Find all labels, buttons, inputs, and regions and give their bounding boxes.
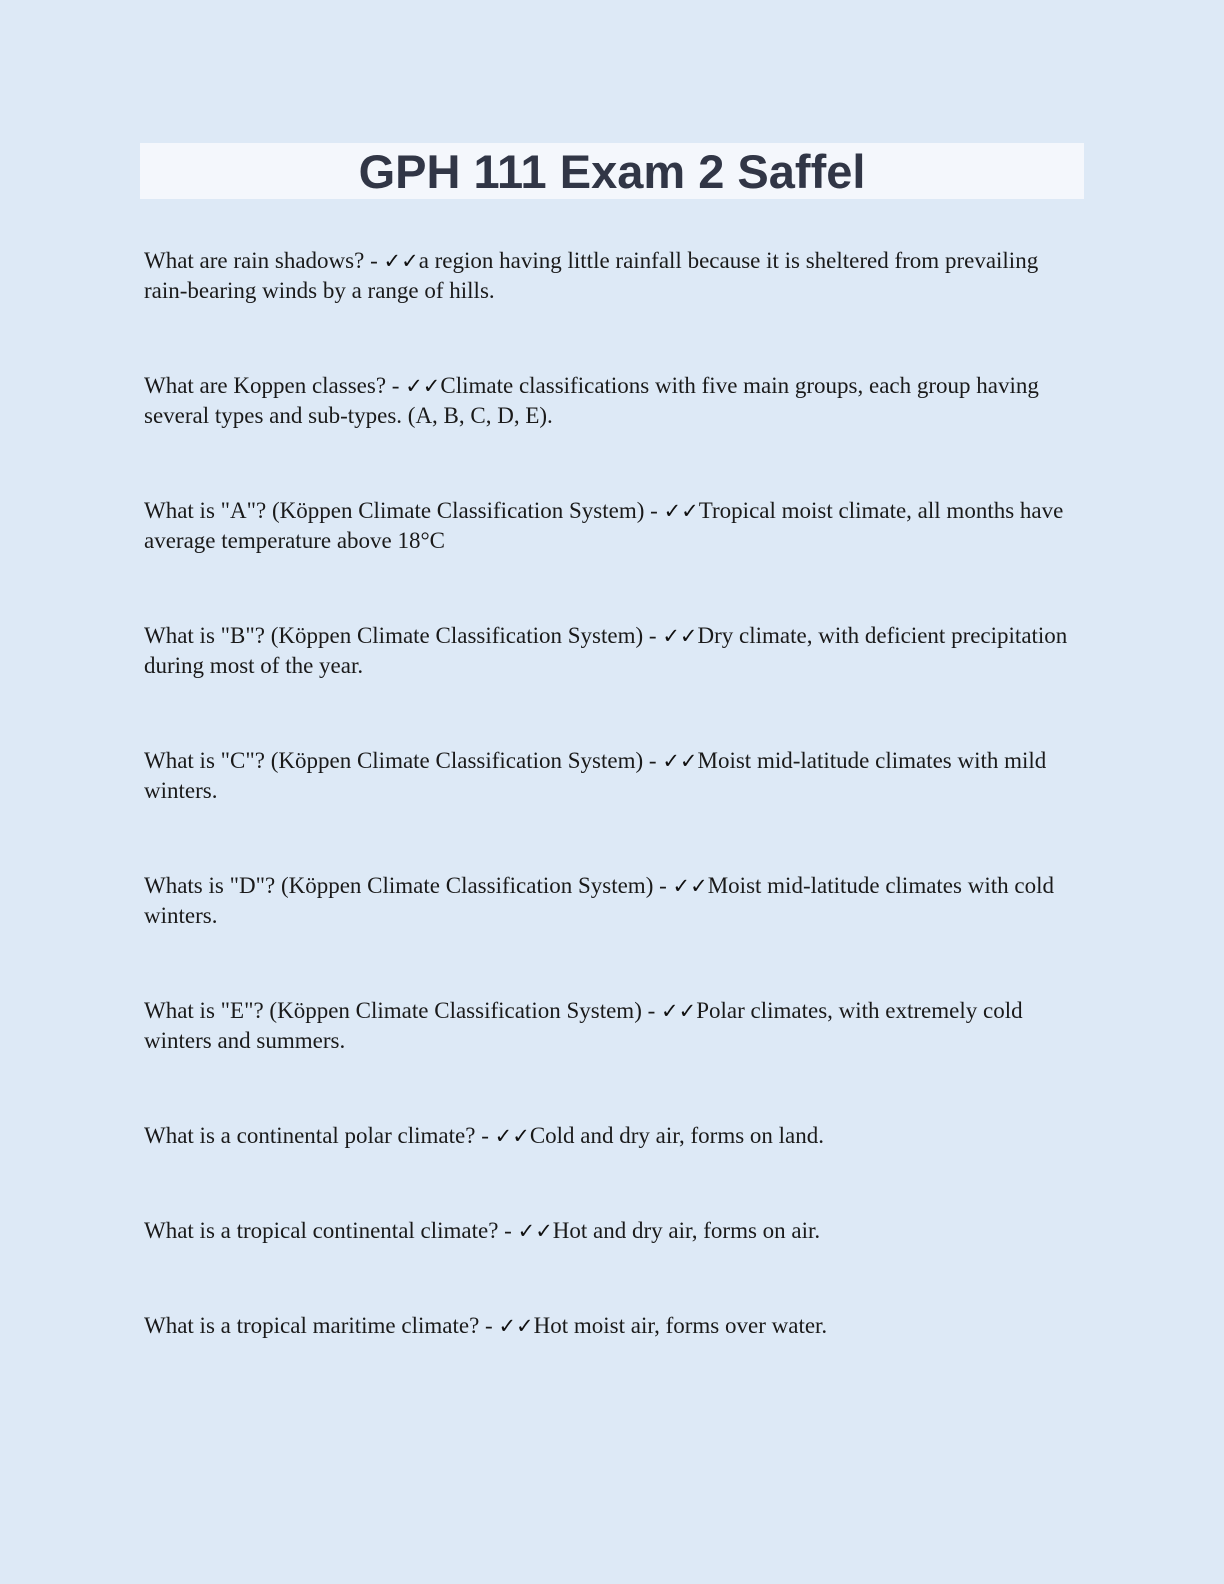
answer-text: Hot and dry air, forms on air. (552, 1218, 821, 1243)
qa-item-koppen-e (144, 996, 1084, 1056)
qa-item-koppen-c (144, 746, 1084, 806)
qa-item-continental-polar (144, 1121, 1084, 1151)
answer-text: Tropical moist climate, all months have average temperature above 18°C (144, 498, 1064, 553)
title-banner (140, 143, 1084, 199)
question-text: What are Koppen classes? - (144, 373, 406, 398)
qa-item-koppen-b (144, 621, 1084, 681)
question-text: What is "A"? (Köppen Climate Classification System) - (144, 498, 664, 523)
answer-text: Moist mid-latitude climates with mild winters. (144, 748, 1047, 803)
question-text: What is "C"? (Köppen Climate Classification System) - (144, 748, 663, 773)
double-check-icon: ✓✓ (663, 499, 699, 523)
qa-item-tropical-continental (144, 1216, 1084, 1246)
answer-text: Hot moist air, forms over water. (533, 1313, 828, 1338)
double-check-icon: ✓✓ (517, 1219, 553, 1243)
question-text: What is a tropical maritime climate? - (144, 1313, 499, 1338)
answer-text: Dry climate, with deficient precipitation during most of the year. (144, 623, 1068, 678)
double-check-icon: ✓✓ (661, 999, 697, 1023)
qa-item-rain-shadows (144, 246, 1084, 306)
double-check-icon: ✓✓ (494, 1124, 530, 1148)
answer-text: a region having little rainfall because it is sheltered from prevailing rain-bearing winds by a range of hills. (144, 248, 1039, 303)
question-text: What is "B"? (Köppen Climate Classification System) - (144, 623, 663, 648)
qa-item-koppen-d (144, 871, 1084, 931)
double-check-icon: ✓✓ (662, 749, 698, 773)
qa-item-koppen-classes (144, 371, 1084, 431)
double-check-icon: ✓✓ (383, 249, 419, 273)
question-text: What is a tropical continental climate? - (144, 1218, 518, 1243)
double-check-icon: ✓✓ (405, 374, 441, 398)
question-text: What is a continental polar climate? - (144, 1123, 495, 1148)
qa-item-koppen-a (144, 496, 1084, 556)
answer-text: Polar climates, with extremely cold winters and summers. (144, 998, 1023, 1053)
question-text: What are rain shadows? - (144, 248, 384, 273)
document-title: GPH 111 Exam 2 Saffel (358, 144, 866, 198)
question-text: What is "E"? (Köppen Climate Classification System) - (144, 998, 662, 1023)
double-check-icon: ✓✓ (672, 874, 708, 898)
qa-item-tropical-maritime (144, 1311, 1084, 1341)
answer-text: Moist mid-latitude climates with cold winters. (144, 873, 1054, 928)
double-check-icon: ✓✓ (662, 624, 698, 648)
double-check-icon: ✓✓ (498, 1314, 534, 1338)
answer-text: Cold and dry air, forms on land. (529, 1123, 825, 1148)
question-text: Whats is "D"? (Köppen Climate Classification System) - (144, 873, 673, 898)
answer-text: Climate classifications with five main groups, each group having several types and sub-types. (A, B, C, D, E). (144, 373, 1039, 428)
